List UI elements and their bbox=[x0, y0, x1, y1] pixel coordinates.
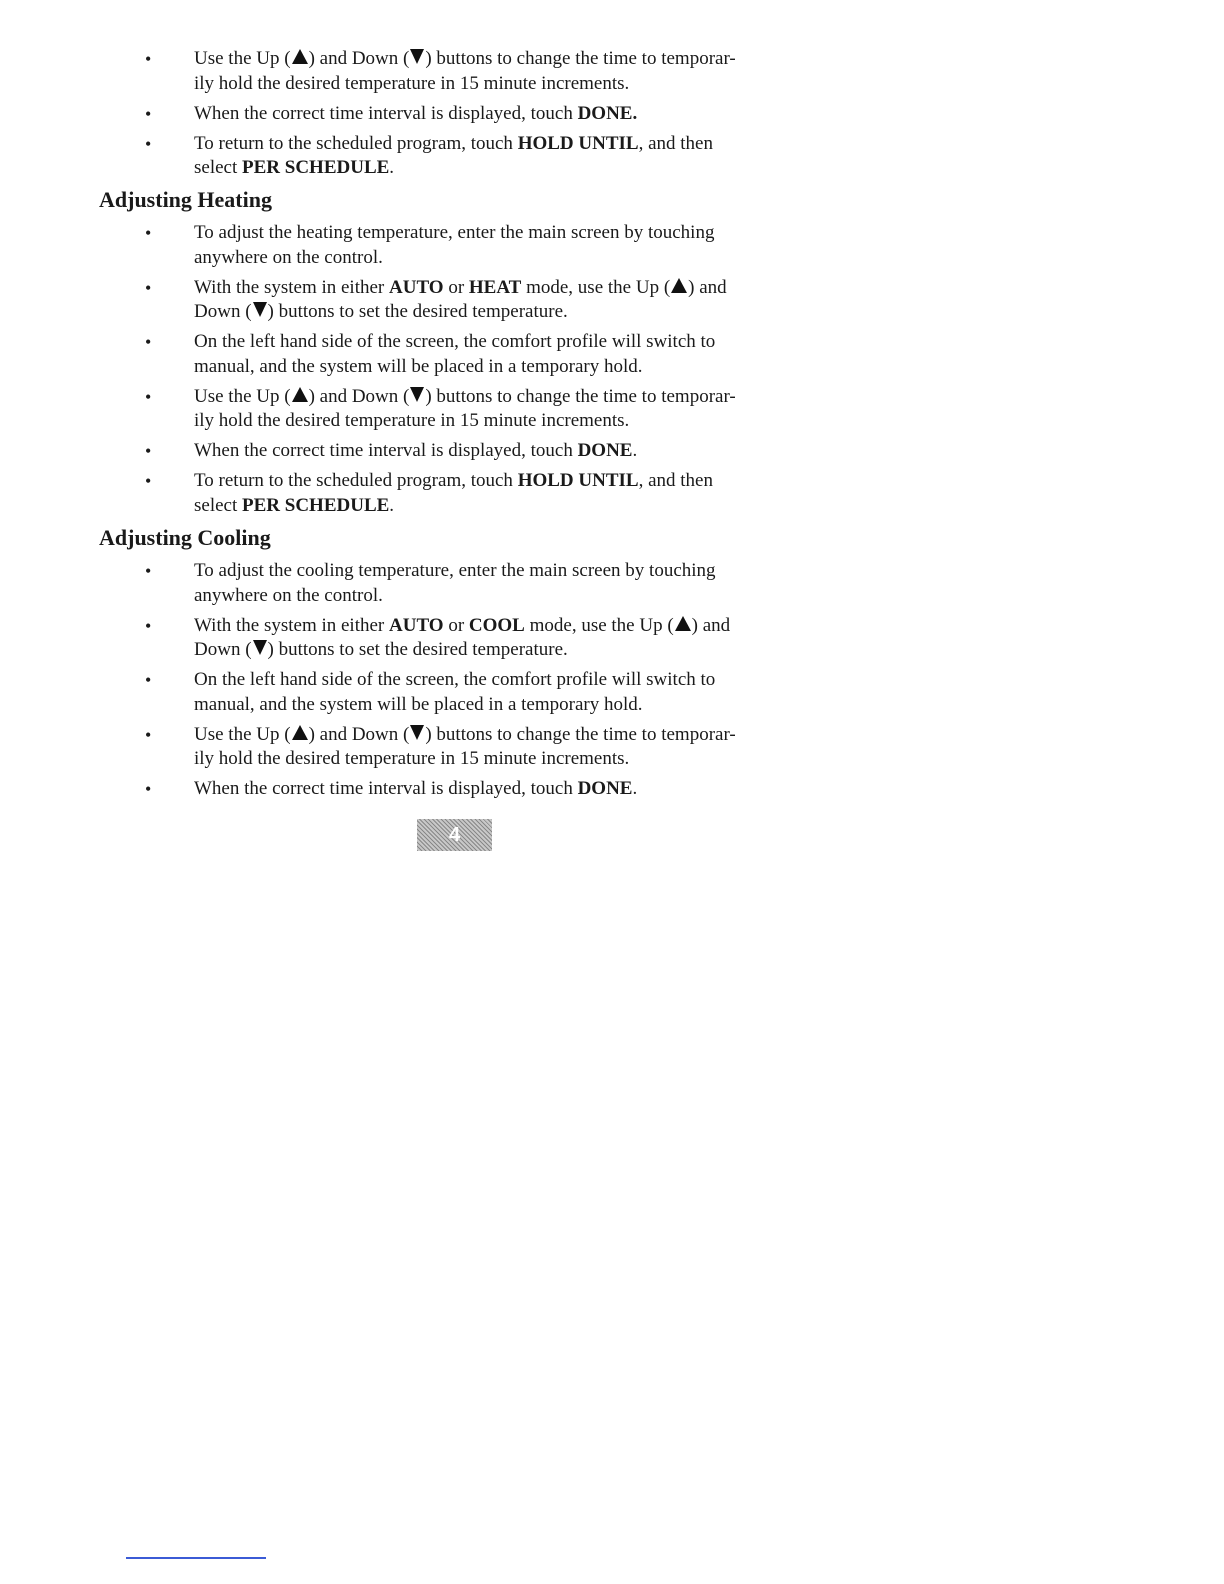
bullet-dot: • bbox=[145, 779, 152, 799]
bold-keyword: AUTO bbox=[389, 276, 444, 298]
bold-keyword: HOLD UNTIL bbox=[517, 470, 639, 491]
section-heading-heating: Adjusting Heating bbox=[99, 187, 272, 212]
bold-keyword: DONE bbox=[577, 440, 633, 461]
list-item-text: To return to the scheduled program, touch HOLD UNTIL, and then select PER SCHEDULE. bbox=[194, 470, 713, 516]
footer-rule bbox=[126, 1557, 266, 1559]
list-item bbox=[0, 102, 814, 127]
list-item-text: With the system in either AUTO or HEAT mode, use the Up ( ) and Down ( ) buttons to set the desired temperature. bbox=[194, 276, 727, 322]
bold-keyword: PER SCHEDULE bbox=[242, 157, 390, 178]
up-arrow-icon bbox=[671, 278, 687, 293]
bullet-dot: • bbox=[145, 615, 152, 636]
down-arrow-icon bbox=[253, 640, 267, 655]
up-arrow-icon bbox=[292, 725, 308, 740]
list-item-text: Use the Up ( ) and Down ( ) buttons to change the time to temporar- ily hold the desired temperature in 15 minute increments. bbox=[194, 48, 736, 94]
bold-keyword: PER SCHEDULE bbox=[242, 494, 390, 516]
list-item-text: On the left hand side of the screen, the comfort profile will switch to manual, and the system will be placed in a temporary hold. bbox=[194, 331, 716, 377]
bold-keyword: HOLD UNTIL bbox=[517, 132, 639, 154]
bullet-dot: • bbox=[145, 133, 152, 154]
bullet-dot: • bbox=[145, 277, 152, 298]
section-heading-cooling: Adjusting Cooling bbox=[99, 525, 271, 550]
up-arrow-icon bbox=[292, 387, 308, 402]
section-0-list bbox=[0, 47, 1224, 186]
down-arrow-icon bbox=[253, 302, 267, 317]
list-item-text: When the correct time interval is displayed, touch DONE. bbox=[194, 778, 638, 799]
list-item bbox=[0, 47, 814, 96]
bullet-dot: • bbox=[145, 724, 152, 745]
list-item bbox=[0, 614, 814, 663]
list-item-text: Use the Up ( ) and Down ( ) buttons to change the time to temporar- ily hold the desired temperature in 15 minute increments. bbox=[194, 385, 736, 431]
down-arrow-icon bbox=[410, 725, 424, 740]
list-item bbox=[0, 385, 814, 434]
list-item bbox=[0, 439, 814, 464]
bold-keyword: DONE bbox=[577, 778, 633, 799]
bullet-dot: • bbox=[145, 441, 152, 461]
list-item bbox=[0, 668, 814, 717]
bullet-dot: • bbox=[145, 332, 152, 352]
list-item bbox=[0, 132, 814, 181]
bold-keyword: DONE. bbox=[577, 102, 638, 124]
list-item bbox=[0, 276, 814, 325]
bullet-dot: • bbox=[145, 223, 152, 243]
list-item bbox=[0, 221, 814, 270]
bold-keyword: HEAT bbox=[468, 276, 522, 298]
list-item-text: When the correct time interval is displayed, touch DONE. bbox=[194, 440, 638, 461]
bullet-dot: • bbox=[145, 561, 152, 581]
section-2-list bbox=[0, 559, 1224, 807]
list-item-text: On the left hand side of the screen, the comfort profile will switch to manual, and the system will be placed in a temporary hold. bbox=[194, 669, 716, 715]
list-item-text: To return to the scheduled program, touch HOLD UNTIL, and then select PER SCHEDULE. bbox=[194, 132, 713, 178]
down-arrow-icon bbox=[410, 49, 424, 64]
list-item bbox=[0, 777, 814, 802]
list-item bbox=[0, 723, 814, 772]
up-arrow-icon bbox=[292, 49, 308, 64]
section-1-list bbox=[0, 221, 1224, 524]
list-item-text: With the system in either AUTO or COOL mode, use the Up ( ) and Down ( ) buttons to set the desired temperature. bbox=[194, 614, 731, 660]
bullet-dot: • bbox=[145, 386, 152, 407]
list-item-text: To adjust the heating temperature, enter the main screen by touching anywhere on the control. bbox=[194, 222, 715, 268]
page-number-box bbox=[417, 819, 492, 851]
list-item-text: To adjust the cooling temperature, enter the main screen by touching anywhere on the control. bbox=[194, 560, 716, 606]
bullet-dot: • bbox=[145, 471, 152, 491]
bold-keyword: AUTO bbox=[389, 614, 444, 636]
bold-keyword: COOL bbox=[468, 614, 525, 636]
bullet-dot: • bbox=[145, 670, 152, 690]
page-number: 4 bbox=[448, 823, 461, 846]
list-item bbox=[0, 559, 814, 608]
list-item bbox=[0, 330, 814, 379]
list-item bbox=[0, 469, 814, 518]
bullet-dot: • bbox=[145, 103, 152, 124]
list-item-text: Use the Up ( ) and Down ( ) buttons to change the time to temporar- ily hold the desired temperature in 15 minute increments. bbox=[194, 723, 736, 769]
bullet-dot: • bbox=[145, 49, 152, 69]
up-arrow-icon bbox=[675, 616, 691, 631]
down-arrow-icon bbox=[410, 387, 424, 402]
list-item-text: When the correct time interval is displayed, touch DONE. bbox=[194, 102, 638, 124]
